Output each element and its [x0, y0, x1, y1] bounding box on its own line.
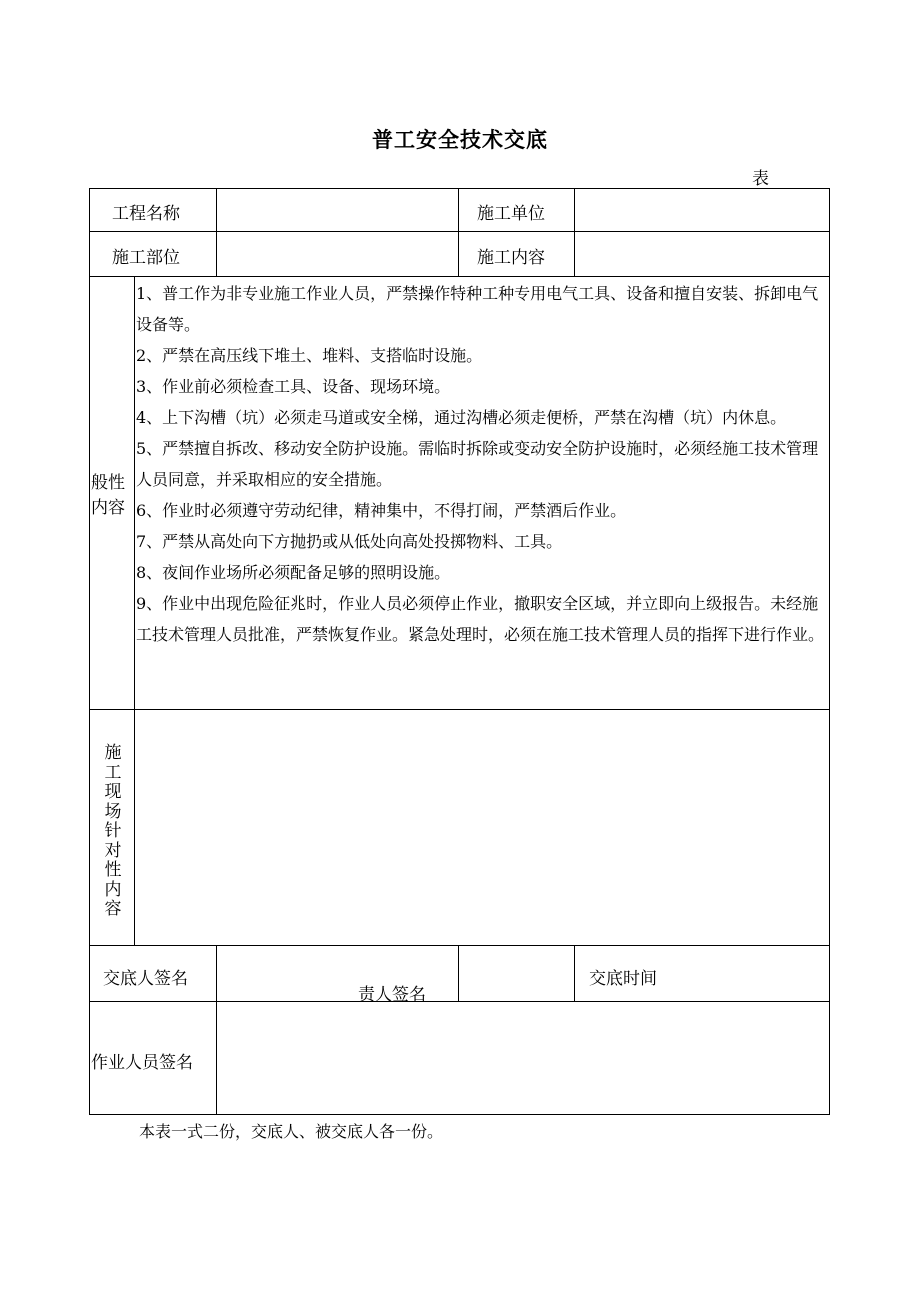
general-content-label: 般性 内容 [91, 473, 125, 518]
construction-content-label: 施工内容 [477, 248, 545, 268]
safety-item: 1、普工作为非专业施工作业人员，严禁操作特种工种专用电气工具、设备和擅自安装、拆卸电气设备等。 [136, 284, 819, 334]
general-safety-items [136, 278, 830, 708]
project-name-field[interactable] [218, 190, 456, 230]
row-divider [89, 231, 830, 232]
handover-time-field[interactable] [680, 947, 828, 999]
construction-unit-label: 施工单位 [477, 204, 545, 224]
safety-item: 2、严禁在高压线下堆土、堆料、支搭临时设施。 [136, 346, 483, 365]
safety-item: 8、夜间作业场所必须配备足够的照明设施。 [136, 563, 451, 582]
site-specific-content-label: 施工现场针对性内容 [104, 743, 122, 919]
handover-time-label: 交底时间 [589, 969, 657, 989]
responsible-signature-field[interactable] [460, 947, 572, 999]
construction-part-label: 施工部位 [112, 248, 180, 268]
column-divider [458, 188, 459, 276]
footer-note: 本表一式二份，交底人、被交底人各一份。 [139, 1122, 444, 1141]
row-divider [89, 709, 830, 710]
responsible-person-signature-label: 责人签名 [358, 985, 426, 1005]
column-divider [458, 945, 459, 1001]
safety-item: 4、上下沟槽（坑）必须走马道或安全梯，通过沟槽必须走便桥，严禁在沟槽（坑）内休息。 [136, 408, 787, 427]
safety-item: 6、作业时必须遵守劳动纪律，精神集中，不得打闹，严禁酒后作业。 [136, 501, 627, 520]
row-divider [89, 945, 830, 946]
document-title: 普工安全技术交底 [372, 128, 548, 152]
column-divider [574, 188, 575, 276]
construction-content-field[interactable] [576, 233, 828, 275]
site-specific-content-field[interactable] [136, 711, 828, 943]
safety-item: 7、严禁从高处向下方抛扔或从低处向高处投掷物料、工具。 [136, 532, 563, 551]
form-number-label: 表 [752, 169, 769, 189]
column-divider [216, 945, 217, 1115]
safety-item: 5、严禁擅自拆改、移动安全防护设施。需临时拆除或变动安全防护设施时，必须经施工技术管理人员同意，并采取相应的安全措施。 [136, 439, 819, 489]
handover-person-signature-label: 交底人签名 [103, 969, 188, 989]
row-divider [89, 276, 830, 277]
row-divider [89, 1001, 830, 1002]
construction-part-field[interactable] [218, 233, 456, 275]
project-name-label: 工程名称 [112, 204, 180, 224]
workers-signature-label: 作业人员签名 [91, 1053, 193, 1073]
workers-signature-field[interactable] [218, 1003, 828, 1113]
column-divider [134, 276, 135, 945]
construction-unit-field[interactable] [576, 190, 828, 230]
safety-item: 3、作业前必须检查工具、设备、现场环境。 [136, 377, 451, 396]
column-divider [574, 945, 575, 1001]
column-divider [216, 188, 217, 276]
safety-item: 9、作业中出现危险征兆时，作业人员必须停止作业，撤职安全区域，并立即向上级报告。未经施工技术管理人员批准，严禁恢复作业。紧急处理时，必须在施工技术管理人员的指挥下进行作业。 [136, 594, 825, 644]
